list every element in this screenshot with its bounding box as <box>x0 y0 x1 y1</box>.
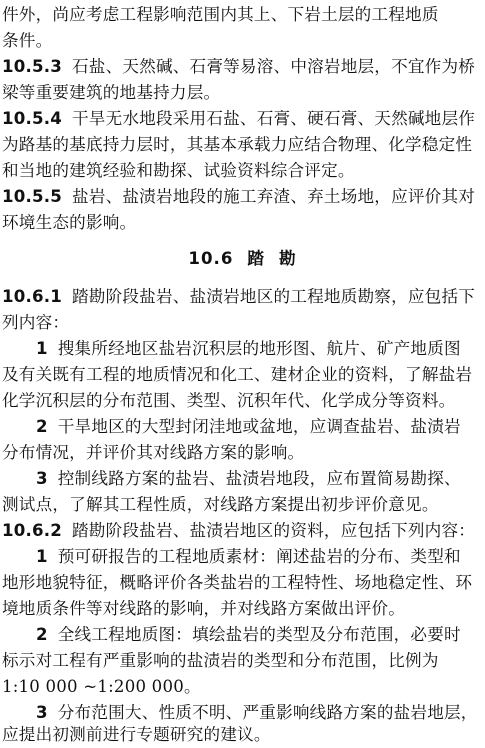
paragraph-line: 环境生态的影响。 <box>2 213 137 232</box>
clause-number: 10.6.2 <box>2 521 62 540</box>
list-item-1 <box>36 544 483 570</box>
paragraph-line: 标示对工程有严重影响的盐渍岩的类型和分布范围，比例为 <box>2 651 439 670</box>
clause-10-6-1 <box>2 284 483 310</box>
clause-text: 干旱无水地段采用石盐、石膏、硬石膏、天然碱地层作 <box>72 109 476 128</box>
clause-text: 踏勘阶段盐岩、盐渍岩地区的资料，应包括下列内容： <box>72 521 476 540</box>
clause-text: 盐岩、盐渍岩地段的施工弃渣、弃土场地，应评价其对 <box>72 187 476 206</box>
item-text: 预可研报告的工程地质素材：阐述盐岩的分布、类型和 <box>57 547 461 566</box>
clause-number: 10.5.5 <box>2 187 62 206</box>
paragraph-line: 应提出初测前进行专题研究的建议。 <box>2 725 271 744</box>
paragraph-line: 1:10 000 ~1:200 000。 <box>2 677 201 696</box>
item-number: 3 <box>36 703 48 722</box>
paragraph-line: 为路基的基底持力层时，其基本承载力应结合物理、化学稳定性 <box>2 135 473 154</box>
clause-10-5-5 <box>2 184 483 210</box>
paragraph-line: 件外，尚应考虑工程影响范围内其上、下岩土层的工程地质 <box>2 5 439 24</box>
clause-10-5-3 <box>2 54 483 80</box>
paragraph-line: 分布情况，并评价其对线路方案的影响。 <box>2 443 305 462</box>
list-item-2 <box>36 622 483 648</box>
section-number: 10.6 <box>188 249 234 268</box>
section-title-char: 踏 <box>247 249 265 268</box>
item-number: 1 <box>36 547 48 566</box>
clause-number: 10.5.4 <box>2 109 62 128</box>
item-number: 3 <box>36 469 48 488</box>
item-text: 分布范围大、性质不明、严重影响线路方案的盐岩地层， <box>57 703 478 722</box>
list-item-1 <box>36 336 483 362</box>
paragraph-line: 地形地貌特征，概略评价各类盐岩的工程特性、场地稳定性、环 <box>2 573 473 592</box>
paragraph-line: 列内容： <box>2 313 70 332</box>
paragraph-line: 测试点，了解其工程性质，对线路方案提出初步评价意见。 <box>2 495 439 514</box>
clause-text: 踏勘阶段盐岩、盐渍岩地区的工程地质勘察，应包括下 <box>72 287 476 306</box>
item-text: 全线工程地质图：填绘盐岩的类型及分布范围，必要时 <box>57 625 461 644</box>
clause-number: 10.6.1 <box>2 287 62 306</box>
paragraph-line: 境地质条件等对线路的影响，并对线路方案做出评价。 <box>2 599 406 618</box>
clause-number: 10.5.3 <box>2 57 62 76</box>
item-number: 2 <box>36 417 48 436</box>
paragraph-line: 及有关既有工程的地质情况和化工、建材企业的资料，了解盐岩 <box>2 365 473 384</box>
paragraph-line: 化学沉积层的分布范围、类型、沉积年代、化学成分等资料。 <box>2 391 456 410</box>
item-number: 2 <box>36 625 48 644</box>
item-number: 1 <box>36 339 48 358</box>
item-text: 干旱地区的大型封闭洼地或盆地，应调查盐岩、盐渍岩 <box>57 417 461 436</box>
clause-10-6-2 <box>2 518 483 544</box>
item-text: 控制线路方案的盐岩、盐渍岩地段，应布置简易勘探、 <box>57 469 461 488</box>
section-title-char: 勘 <box>278 249 297 268</box>
item-text: 搜集所经地区盐岩沉积层的地形图、航片、矿产地质图 <box>57 339 461 358</box>
paragraph-line: 和当地的建筑经验和勘探、试验资料综合评定。 <box>2 161 355 180</box>
list-item-2 <box>36 414 483 440</box>
list-item-3 <box>36 466 483 492</box>
section-heading <box>2 246 483 272</box>
clause-10-5-4 <box>2 106 483 132</box>
paragraph-line: 条件。 <box>2 31 53 50</box>
clause-text: 石盐、天然碱、石膏等易溶、中溶岩地层，不宜作为桥 <box>72 57 476 76</box>
paragraph-line: 梁等重要建筑的地基持力层。 <box>2 83 221 102</box>
